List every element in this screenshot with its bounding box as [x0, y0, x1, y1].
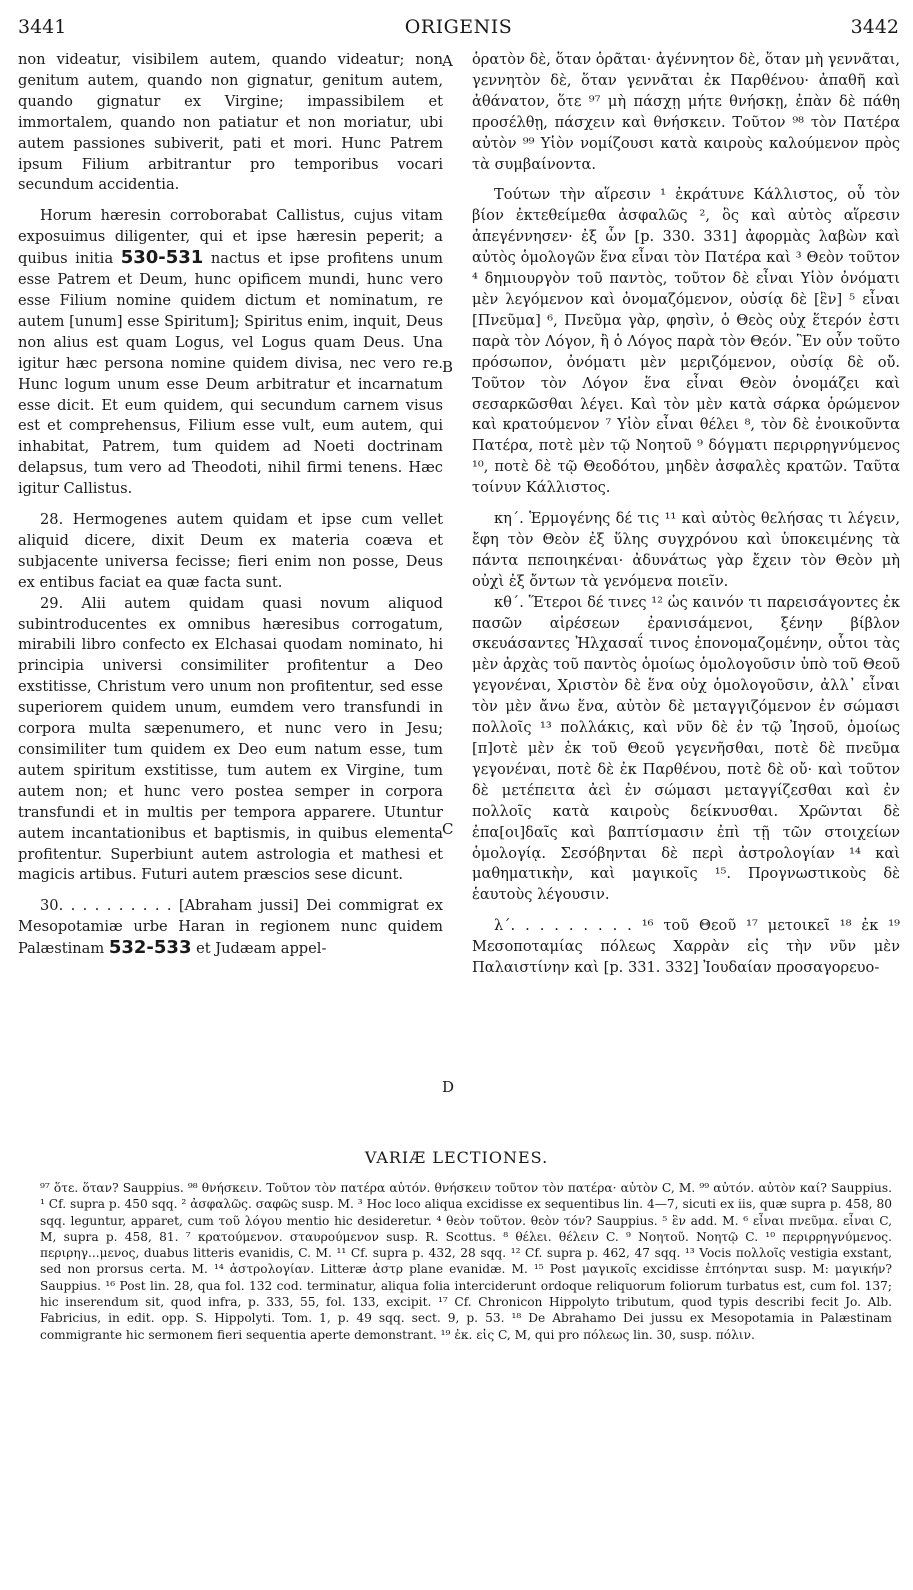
latin-paragraph — [18, 896, 443, 960]
latin-paragraph: 29. Alii autem quidam quasi novum aliquod subintroducentes ex omnibus hæresibus corrogatum, mirabili libro confecto ex Elchasai quodam nominato, hi principia universi consimiliter profitentur a Deo exstitisse, Christum vero unum non profitentur, sed esse superiorem quidem unum, eumdem vero transfundi in corpora multa sæpenumero, et nunc vero in Jesu; consimiliter tum quidem ex Deo eum natum esse, tum autem spiritum exstitisse, tum autem ex Virgine, tum autem non; et hunc vero postea semper in corpora transfundi et in multis per tempora apparere. Utuntur autem incantationibus et baptismis, in quibus elementa profitentur. Superbiunt autem astrologia et mathesi et magicis artibus. Futuri autem præscios sese dicunt. — [18, 594, 443, 884]
page-number-right: 3442 — [850, 16, 899, 38]
margin-letter-d: D — [442, 1078, 455, 1096]
margin-letter-c: C — [442, 820, 454, 838]
latin-text: Horum hæresin corroborabat Callistus, cujus vitam exposuimus diligenter, qui et ipse hæresin peperit; a quibus initia — [18, 207, 443, 268]
latin-text: et Judæam appel- — [196, 940, 327, 958]
page-number-left: 3441 — [18, 16, 67, 38]
latin-text: nactus et ipse profitens unum esse Patrem et Deum, hunc opificem mundi, hunc vero esse Filium nomine quidem dictum et nominatum, re autem [unum] esse Spiritum]; Spiritus enim, inquit, Deus non alius est quam Logus, vel Logus quam Deus. Una igitur hæc persona nomine quidem divisa, nec vero re. Hunc logum unum esse Deum arbitratur et incarnatum esse dicit. Et eum quidem, qui secundum carnem visus est et comprehensus, Filium esse vult, eum autem, qui inhabitat, Patrem, tum quidem ad Noeti doctrinam delapsus, tum vero ad Theodoti, nihil firmi tenens. Hæc igitur Callistus. — [18, 250, 444, 498]
margin-letter-b: B — [442, 358, 454, 376]
greek-paragraph: ὁρατὸν δὲ, ὅταν ὁρᾶται· ἀγέννητον δὲ, ὅταν μὴ γεννᾶται, γεννητὸν δὲ, ὅταν γεννᾶται ἐκ Παρθένου· ἀπαθῆ καὶ ἀθάνατον, ὅτε ⁹⁷ μὴ πάσχῃ μήτε θνήσκῃ, ἐπὰν δὲ πάθη προσέλθῃ, πάσχειν καὶ θνήσκειν. Τοῦτον ⁹⁸ τὸν Πατέρα αὐτὸν ⁹⁹ Υἱὸν νομίζουσι κατὰ καιροὺς καλούμενον πρὸς τὰ συμβαίνοντα. — [472, 51, 901, 173]
variae-lectiones-heading: VARIÆ LECTIONES. — [364, 1148, 549, 1167]
footnote-text: ⁹⁷ ὅτε. ὅταν? Sauppius. ⁹⁸ θνήσκειν. Τοῦτον τὸν πατέρα αὐτόν. θνήσκειν τοῦτον τὸν πατέρα· αὐτὸν C, M. ⁹⁹ αὐτόν. αὐτὸν καί? Sauppius. ¹ Cf. supra p. 450 sqq. ² ἀσφαλῶς. σαφῶς susp. M. ³ Hoc loco aliqua excidisse ex sequentibus lin. 4—7, sicuti ex iis, quæ supra p. 458, 80 sqq. leguntur, apparet, cum τοῦ λόγου mentio hic desideretur. ⁴ θεὸν τοῦτον. θεὸν τόν? Sauppius. ⁵ ἓν add. M. ⁶ εἶναι πνεῦμα. εἶναι C, M, supra p. 458, 81. ⁷ κρατούμενον. σταυρούμενον susp. R. Scottus. ⁸ θέλει. θέλειν C. ⁹ Νοητοῦ. Νοητῷ C. ¹⁰ περιρρηγνύμενος. περιρηγ...μενος, duabus litteris evanidis, C. M. ¹¹ Cf. supra p. 432, 28 sqq. ¹² Cf. supra p. 462, 47 sqq. ¹³ Vocis πολλοῖς vestigia exstant, sed non prorsus certa. M. ¹⁴ ἀστρολογίαν. Litteræ ἀστρ plane evanidæ. M. ¹⁵ Post μαγικοῖς excidisse ἐπτόηνται susp. M: μαγικήν? Sauppius. ¹⁶ Post lin. 28, qua fol. 132 cod. terminatur, aliqua folia interciderunt ordoque reliquorum foliorum turbatus est, cum fol. 137; hic inserendum sit, quod infra, p. 333, 55, fol. 133, excipit. ¹⁷ Cf. Chronicon Hippolyto tributum, quod typis describi fecit Jo. Alb. Fabricius, in edit. opp. S. Hippolyti. Tom. 1, p. 49 sqq. sect. 9, p. 53. ¹⁸ De Abrahamo Dei jussu ex Mesopotamia in Palæstinam commigrante hic sermonem fieri sequentia aperte demonstrant. ¹⁹ ἐκ. εἰς C, M, qui pro πόλεως lin. 30, susp. πόλιν. — [40, 1181, 892, 1342]
running-title: ORIGENIS — [404, 16, 513, 38]
greek-column — [472, 50, 900, 979]
latin-column — [18, 50, 443, 960]
page-marker: 530-531 — [120, 247, 204, 269]
margin-letter-a: A — [442, 52, 453, 70]
page-marker: 532-533 — [108, 937, 192, 959]
greek-paragraph: Τούτων τὴν αἵρεσιν ¹ ἐκράτυνε Κάλλιστος, οὗ τὸν βίον ἐκτεθείμεθα ἀσφαλῶς ², ὃς καὶ αὐτὸς αἵρεσιν ἀπεγέννησεν· ἐξ ὧν [p. 330. 331] ἀφορμὰς λαβὼν καὶ αὐτὸς ὁμολογῶν ἕνα εἶναι τὸν Πατέρα καὶ ³ Θεὸν τοῦτον ⁴ δημιουργὸν τοῦ παντὸς, τοῦτον δὲ εἶναι Υἱὸν ὀνόματι μὲν λεγόμενον καὶ ὀνομαζόμενον, οὐσίᾳ δὲ [ἓν] ⁵ εἶναι [Πνεῦμα] ⁶, Πνεῦμα γὰρ, φησὶν, ὁ Θεὸς οὐχ ἕτερόν ἐστι παρὰ τὸν Λόγον, ἢ ὁ Λόγος παρὰ τὸν Θεόν. Ἓν οὖν τοῦτο πρόσωπον, ὀνόματι μὲν μεριζόμενον, οὐσίᾳ δὲ οὔ. Τοῦτον τὸν Λόγον ἕνα εἶναι Θεὸν ὀνομάζει καὶ σεσαρκῶσθαι λέγει. Καὶ τὸν μὲν κατὰ σάρκα ὁρώμενον καὶ κρατούμενον ⁷ Υἱὸν εἶναι θέλει ⁸, τὸν δὲ ἐνοικοῦντα Πατέρα, ποτὲ μὲν τῷ Νοητοῦ ⁹ δόγματι περιρρηγνύμενος ¹⁰, ποτὲ δὲ τῷ Θεοδότου, μηδὲν ἀσφαλὲς κρατῶν. Ταῦτα τοίνυν Κάλλιστος. — [472, 186, 900, 497]
latin-paragraph: non videatur, visibilem autem, quando videatur; non genitum autem, quando non gignatur, genitum autem, quando gignatur ex Virgine; impassibilem et immortalem, quando non patiatur et non moriatur, ubi autem passiones subiverit, pati et mori. Hunc Patrem ipsum Filium arbitrantur pro temporibus vocari secundum accidentia. — [18, 51, 443, 194]
greek-paragraph: κη΄. Ἑρμογένης δέ τις ¹¹ καὶ αὐτὸς θελήσας τι λέγειν, ἔφη τὸν Θεὸν ἐξ ὕλης συγχρόνου καὶ ὑποκειμένης τὰ πάντα πεποιηκέναι· ἀδυνάτως γὰρ ἔχειν τὸν Θεὸν μὴ οὐχὶ ἐξ ὄντων τὰ γενόμενα ποιεῖν. — [472, 510, 900, 590]
page-header — [18, 14, 899, 40]
latin-text: 30. . . . . . . . . . [Abraham jussi] Dei commigrat ex Mesopotamiæ urbe Haran in regionem nunc quidem Palæstinam — [18, 897, 443, 958]
footnotes — [40, 1180, 892, 1343]
latin-paragraph: 28. Hermogenes autem quidam et ipse cum vellet aliquid dicere, dixit Deum ex materia coæva et subjacente universa fecisse; fieri enim non posse, Deus ex entibus faciat ea quæ facta sunt. — [18, 511, 443, 591]
greek-paragraph: κθ΄. Ἕτεροι δέ τινες ¹² ὡς καινόν τι παρεισάγοντες ἐκ πασῶν αἱρέσεων ἐρανισάμενοι, ξένην βίβλον σκευάσαντες Ἠλχασαΐ τινος ἐπονομαζομένην, οὗτοι τὰς μὲν ἀρχὰς τοῦ παντὸς ὁμοίως ὁμολογοῦσιν ὑπὸ τοῦ Θεοῦ γεγονέναι, Χριστὸν δὲ ἕνα οὐχ ὁμολογοῦσιν, ἀλλ᾽ εἶναι τὸν μὲν ἄνω ἕνα, αὐτὸν δὲ μεταγγιζόμενον ἐν σώμασι πολλοῖς ¹³ πολλάκις, καὶ νῦν δὲ ἐν τῷ Ἰησοῦ, ὁμοίως [π]οτὲ μὲν ἐκ τοῦ Θεοῦ γεγενῆσθαι, ποτὲ δὲ πνεῦμα γεγονέναι, ποτὲ δὲ ἐκ Παρθένου, ποτὲ δὲ οὔ· καὶ τοῦτον δὲ μετέπειτα ἀεὶ ἐν σώμασι μεταγγίζεσθαι καὶ ἐν πολλοῖς κατὰ καιροὺς δείκνυσθαι. Χρῶνται δὲ ἐπα[οι]δαῖς καὶ βαπτίσμασιν ἐπὶ τῇ τῶν στοιχείων ὁμολογίᾳ. Σεσόβηνται δὲ περὶ ἀστρολογίαν ¹⁴ καὶ μαθηματικὴν, καὶ μαγικοῖς ¹⁵. Προγνωστικοὺς δὲ ἑαυτοὺς λέγουσιν. — [472, 593, 900, 904]
greek-paragraph: λ΄. . . . . . . . . ¹⁶ τοῦ Θεοῦ ¹⁷ μετοικεῖ ¹⁸ ἐκ ¹⁹ Μεσοποταμίας πόλεως Χαρρὰν εἰς τὴν νῦν μὲν Παλαιστίνην καὶ [p. 331. 332] Ἰουδαίαν προσαγορευο- — [472, 917, 900, 977]
latin-paragraph — [18, 206, 443, 500]
